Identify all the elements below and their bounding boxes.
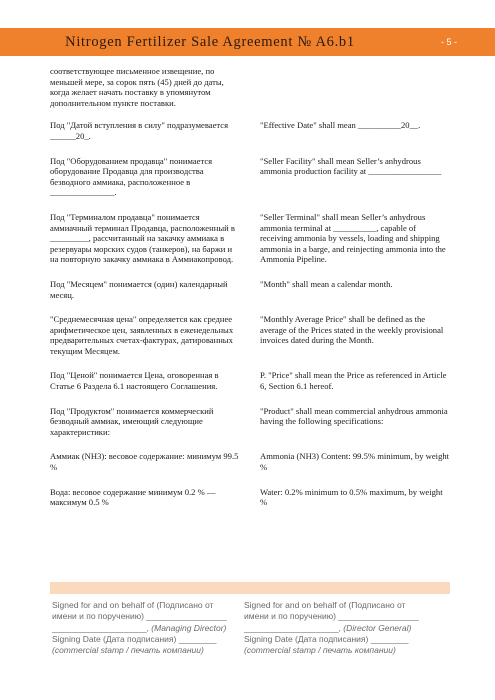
signature-blank: ____________________, [52, 622, 152, 633]
russian-text: Под "Продуктом" понимается коммерческий безводный аммиак, имеющий следующие характеристики: [50, 405, 214, 437]
signing-date-line: Signing Date (Дата подписания) ________ [52, 633, 217, 644]
definition-row [50, 406, 450, 438]
definition-row [50, 370, 450, 391]
signature-line: Signed for and on behalf of (Подписано от [52, 600, 214, 610]
signature-block-buyer [244, 600, 442, 656]
signature-role-line [52, 623, 250, 634]
english-text: "Seller Terminal" shall mean Seller’s anhydrous ammonia terminal at __________, capable of receiving ammonia by vessels, loading and shipping ammonia in a barge, and reinjecting ammonia into the Ammonia Pipeline. [260, 211, 446, 265]
russian-text: Под "Оборудованием продавца" понимается оборудование Продавца для производства безводного аммиака, расположенное в _______________. [50, 155, 213, 198]
definition-row [50, 156, 450, 198]
commercial-stamp-line: (commercial stamp / печать компании) [52, 645, 204, 656]
russian-text: Под "Датой вступления в силу" подразумевается ______20_. [50, 120, 229, 141]
russian-text: соответствующее письменное извещение, по меньшей мере, за сорок пять (45) дней до даты, когда желает начать поставку в упомянутом дополнительном пункте поставки. [50, 66, 224, 108]
english-text: Ammonia (NH3) Content: 99.5% minimum, by weight % [260, 451, 450, 473]
english-text: "Monthly Average Price" shall be defined as the average of the Prices stated in the weekly provisional invoices dated during the Month. [260, 314, 444, 346]
english-text: P. "Price" shall mean the Price as referenced in Article 6, Section 6.1 hereof. [260, 370, 447, 392]
page-number: - 5 - [440, 37, 457, 47]
russian-text: Под "Терминалом продавца" понимается аммиачный терминал Продавца, расположенный в _________, рассчитанный на закачку аммиака в резервуары морских судов (танкеров), на баржи и на повторную закачку аммиака в Аммиакопровод. [50, 211, 235, 265]
russian-text: Аммиак (NH3): весовое содержание: минимум 99.5 % [50, 451, 239, 473]
definition-row [50, 279, 450, 300]
signature-line: Signed for and on behalf of (Подписано от [244, 600, 406, 610]
english-text: "Month" shall mean a calendar month. [260, 278, 393, 289]
footer-bar [50, 582, 450, 594]
signature-block-seller [52, 600, 250, 656]
definition-row [50, 451, 450, 472]
russian-text: Вода: весовое содержание минимум 0.2 % — максимум 0.5 % [50, 486, 216, 508]
english-text: "Effective Date" shall mean __________20__. [260, 120, 421, 131]
signature-blank: ____________________, [244, 622, 344, 633]
header-bar [0, 28, 495, 56]
english-text: "Seller Facility" shall mean Seller’s anhydrous ammonia production facility at _________________ [260, 155, 442, 177]
definition-row [50, 120, 450, 141]
definition-row [50, 314, 450, 356]
russian-text: Под "Ценой" понимается Цена, оговоренная в Статье 6 Раздела 6.1 настоящего Соглашения. [50, 370, 219, 392]
signing-date-line: Signing Date (Дата подписания) ________ [244, 633, 409, 644]
agreement-definitions [50, 66, 450, 508]
definition-row [50, 487, 450, 508]
signature-line: имени и по поручению) _________________ [52, 611, 227, 622]
definition-row [50, 212, 450, 265]
document-title: Nitrogen Fertilizer Sale Agreement № A6.b1 [65, 34, 355, 50]
russian-text: "Среднемесячная цена" определяется как среднее арифметическое цен, заявленных в еженедельных предварительных счетах-фактурах, датированных текущим Месяцем. [50, 314, 234, 356]
commercial-stamp-line: (commercial stamp / печать компании) [244, 645, 396, 656]
signature-role: (Managing Director) [151, 622, 227, 633]
signature-line: имени и по поручению) _________________ [244, 611, 419, 622]
english-text: "Product" shall mean commercial anhydrous ammonia having the following specifications: [260, 405, 448, 427]
english-text [260, 66, 450, 108]
russian-text: Под "Месяцем" понимается (один) календарный месяц. [50, 278, 228, 300]
english-text: Water: 0.2% minimum to 0.5% maximum, by weight % [260, 486, 443, 508]
definition-row [50, 66, 450, 108]
signature-role-line [244, 623, 442, 634]
signature-role: (Director General) [343, 622, 412, 633]
